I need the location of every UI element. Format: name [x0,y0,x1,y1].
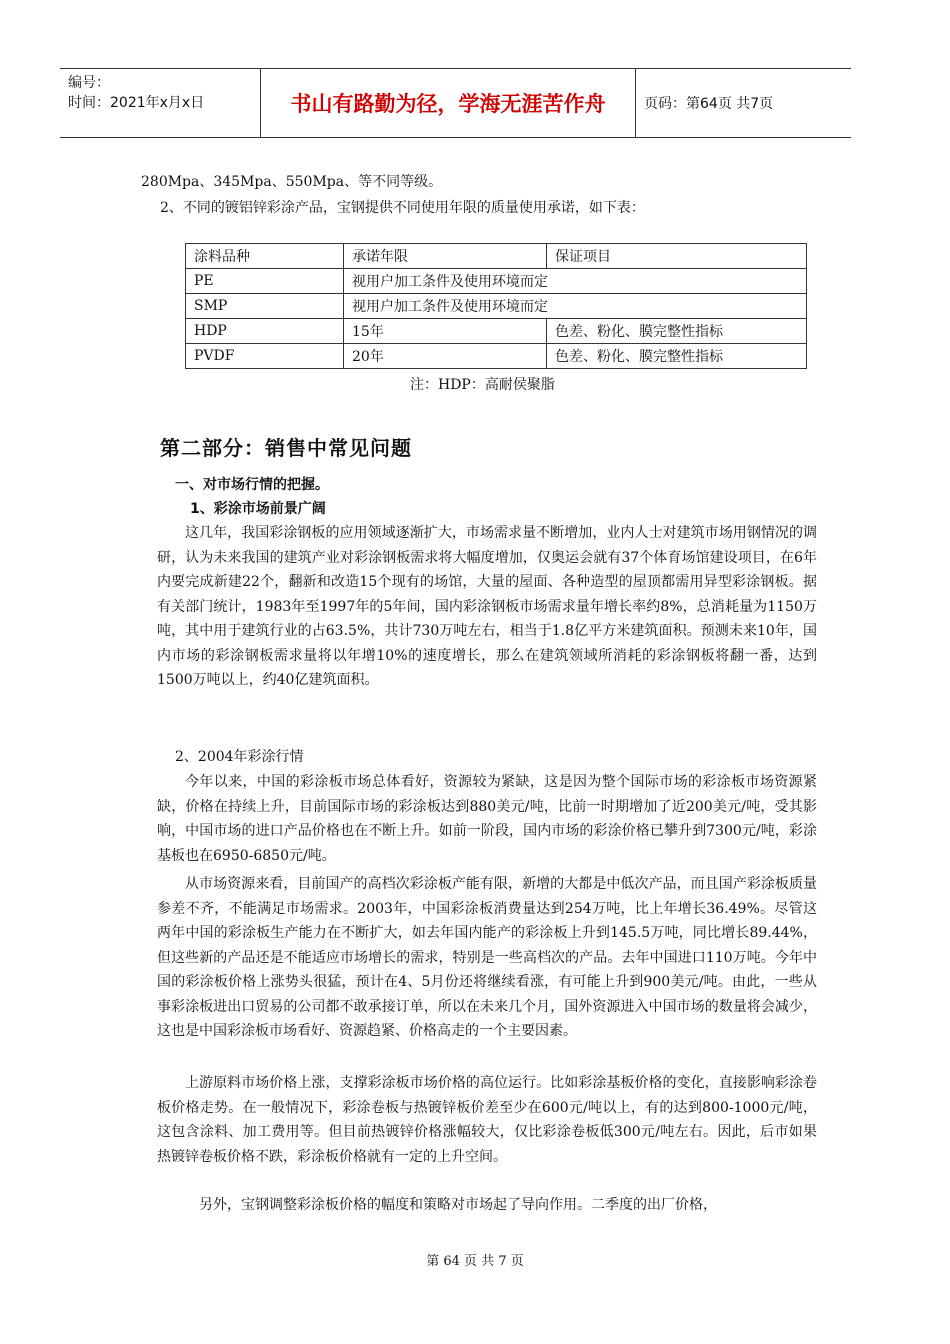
warranty-table [185,243,807,369]
table-note: 注：HDP：高耐侯聚脂 [410,377,555,393]
section-title: 第二部分：销售中常见问题 [160,436,412,460]
table-header-cell: 涂料品种 [186,244,344,269]
table-cell-years: 20年 [344,344,547,369]
subsection-heading-2: 2、2004年彩涂行情 [175,749,304,765]
intro-line-1: 280Mpa、345Mpa、550Mpa、等不同等级。 [141,174,443,190]
table-cell-desc: 视用户加工条件及使用环境而定 [344,294,807,319]
table-cell-type: HDP [186,319,344,344]
table-cell-type: PVDF [186,344,344,369]
table-cell-type: SMP [186,294,344,319]
table-cell-type: PE [186,269,344,294]
paragraph-2: 今年以来，中国的彩涂板市场总体看好，资源较为紧缺，这是因为整个国际市场的彩涂板市场资源紧缺，价格在持续上升，目前国际市场的彩涂板达到880美元/吨，比前一时期增加了近200美元/吨，受其影响，中国市场的进口产品价格也在不断上升。如前一阶段，国内市场的彩涂价格已攀升到7300元/吨，彩涂基板也在6950-6850元/吨。 [157,774,817,864]
header-page-label: 页码：第64页 共7页 [644,96,774,112]
table-row [186,294,807,319]
subsection-heading-1: 1、彩涂市场前景广阔 [190,501,326,517]
table-header-row [186,244,807,269]
page-footer: 第 64 页 共 7 页 [426,1254,524,1269]
table-header-cell: 承诺年限 [344,244,547,269]
table-cell-items: 色差、粉化、膜完整性指标 [547,344,807,369]
table-header-cell: 保证项目 [547,244,807,269]
table-cell-desc: 视用户加工条件及使用环境而定 [344,269,807,294]
paragraph-3: 从市场资源来看，目前国产的高档次彩涂板产能有限，新增的大都是中低次产品，而且国产彩涂板质量参差不齐，不能满足市场需求。2003年，中国彩涂板消费量达到254万吨，比上年增长36.49%。尽管这两年中国的彩涂板生产能力在不断扩大，如去年国内能产的彩涂板上升到145.5万吨，同比增长89.44%，但这些新的产品还是不能适应市场增长的需求，特别是一些高档次的产品。去年中国进口110万吨。今年中国的彩涂板价格上涨势头很猛，预计在4、5月份还将继续看涨，有可能上升到900美元/吨。由此，一些从事彩涂板进出口贸易的公司都不敢承接订单，所以在未来几个月，国外资源进入中国市场的数量将会减少，这也是中国彩涂板市场看好、资源趋紧、价格高走的一个主要因素。 [157,876,817,1039]
table-row [186,319,807,344]
paragraph-1: 这几年，我国彩涂钢板的应用领域逐渐扩大，市场需求量不断增加，业内人士对建筑市场用钢情况的调研，认为未来我国的建筑产业对彩涂钢板需求将大幅度增加，仅奥运会就有37个体育场馆建设项目，在6年内要完成新建22个，翻新和改造15个现有的场馆，大量的屋面、各种造型的屋顶都需用异型彩涂钢板。据有关部门统计，1983年至1997年的5年间，国内彩涂钢板市场需求量年增长率约8%，总消耗量为1150万吨，其中用于建筑行业的占63.5%，共计730万吨左右，相当于1.8亿平方米建筑面积。预测未来10年，国内市场的彩涂钢板需求量将以年增10%的速度增长，那么在建筑领域所消耗的彩涂钢板将翻一番，达到1500万吨以上，约40亿建筑面积。 [157,525,817,688]
intro-line-2: 2、不同的镀铝锌彩涂产品，宝钢提供不同使用年限的质量使用承诺，如下表： [160,200,645,216]
page-header [60,68,851,138]
table-row [186,269,807,294]
table-cell-years: 15年 [344,319,547,344]
subsection-title: 一、对市场行情的把握。 [175,477,329,493]
table-cell-items: 色差、粉化、膜完整性指标 [547,319,807,344]
table-row [186,344,807,369]
time-label: 时间：2021年x月x日 [68,95,205,111]
paragraph-5: 另外，宝钢调整彩涂板价格的幅度和策略对市场起了导向作用。二季度的出厂价格， [199,1197,717,1213]
header-meta [60,69,260,137]
paragraph-4: 上游原料市场价格上涨，支撑彩涂板市场价格的高位运行。比如彩涂基板价格的变化，直接影响彩涂卷板价格走势。在一般情况下，彩涂卷板与热镀锌板价差至少在600元/吨以上，有的达到800-1000元/吨，这包含涂料、加工费用等。但目前热镀锌价格涨幅较大，仅比彩涂卷板低300元/吨左右。因此，后市如果热镀锌卷板价格不跌，彩涂板价格就有一定的上升空间。 [157,1075,817,1165]
header-motto: 书山有路勤为径，学海无涯苦作舟 [260,69,636,137]
code-label: 编号： [68,75,110,91]
